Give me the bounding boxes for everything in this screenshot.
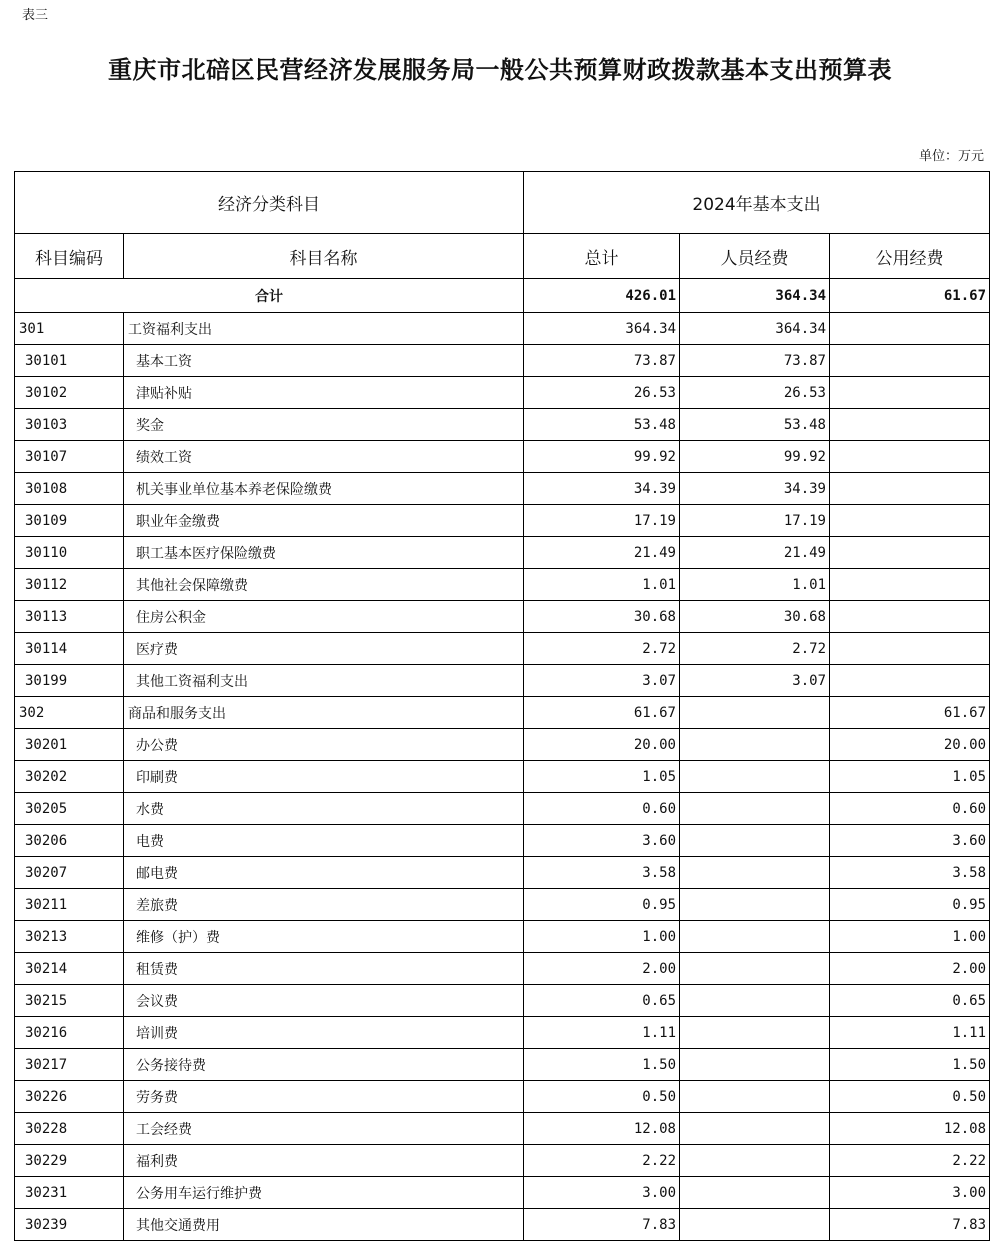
table-row <box>15 1049 990 1081</box>
header-personnel: 人员经费 <box>680 234 830 279</box>
row-public: 2.22 <box>830 1145 990 1177</box>
row-name: 培训费 <box>124 1017 524 1049</box>
row-name: 工会经费 <box>124 1113 524 1145</box>
row-total: 1.01 <box>524 569 680 601</box>
row-name: 邮电费 <box>124 857 524 889</box>
row-name: 职工基本医疗保险缴费 <box>124 537 524 569</box>
row-name: 职业年金缴费 <box>124 505 524 537</box>
row-personnel <box>680 793 830 825</box>
row-personnel <box>680 1145 830 1177</box>
row-code: 30214 <box>15 953 124 985</box>
row-code: 30239 <box>15 1209 124 1241</box>
row-total: 20.00 <box>524 729 680 761</box>
row-code: 30205 <box>15 793 124 825</box>
row-code: 30201 <box>15 729 124 761</box>
row-personnel <box>680 697 830 729</box>
row-public <box>830 569 990 601</box>
row-total: 53.48 <box>524 409 680 441</box>
row-public: 2.00 <box>830 953 990 985</box>
row-total: 3.60 <box>524 825 680 857</box>
table-row <box>15 505 990 537</box>
row-code: 30109 <box>15 505 124 537</box>
row-name: 福利费 <box>124 1145 524 1177</box>
row-code: 302 <box>15 697 124 729</box>
row-name: 住房公积金 <box>124 601 524 633</box>
row-code: 30215 <box>15 985 124 1017</box>
header-code: 科目编码 <box>15 234 124 279</box>
table-row <box>15 313 990 345</box>
row-personnel <box>680 729 830 761</box>
row-personnel <box>680 953 830 985</box>
row-name: 公务用车运行维护费 <box>124 1177 524 1209</box>
row-public <box>830 505 990 537</box>
row-code: 30107 <box>15 441 124 473</box>
header-total: 总计 <box>524 234 680 279</box>
row-personnel: 21.49 <box>680 537 830 569</box>
row-personnel <box>680 857 830 889</box>
row-total: 21.49 <box>524 537 680 569</box>
table-row <box>15 569 990 601</box>
row-total: 12.08 <box>524 1113 680 1145</box>
table-row <box>15 729 990 761</box>
table-row <box>15 889 990 921</box>
row-code: 30206 <box>15 825 124 857</box>
row-public <box>830 409 990 441</box>
row-code: 30103 <box>15 409 124 441</box>
row-total: 73.87 <box>524 345 680 377</box>
row-code: 30114 <box>15 633 124 665</box>
row-public: 3.60 <box>830 825 990 857</box>
row-personnel <box>680 825 830 857</box>
row-public: 1.00 <box>830 921 990 953</box>
row-personnel: 364.34 <box>680 313 830 345</box>
row-total: 34.39 <box>524 473 680 505</box>
row-name: 绩效工资 <box>124 441 524 473</box>
header-public: 公用经费 <box>830 234 990 279</box>
row-personnel <box>680 761 830 793</box>
table-number-label: 表三 <box>22 8 49 23</box>
total-personnel: 364.34 <box>680 279 830 313</box>
table-row <box>15 377 990 409</box>
row-total: 364.34 <box>524 313 680 345</box>
row-total: 0.60 <box>524 793 680 825</box>
row-total: 3.07 <box>524 665 680 697</box>
row-name: 医疗费 <box>124 633 524 665</box>
row-name: 电费 <box>124 825 524 857</box>
row-personnel: 1.01 <box>680 569 830 601</box>
row-total: 3.00 <box>524 1177 680 1209</box>
row-total: 0.95 <box>524 889 680 921</box>
row-code: 30207 <box>15 857 124 889</box>
row-public <box>830 537 990 569</box>
row-total: 1.11 <box>524 1017 680 1049</box>
table-row <box>15 633 990 665</box>
row-public: 0.60 <box>830 793 990 825</box>
row-name: 其他社会保障缴费 <box>124 569 524 601</box>
table-row <box>15 857 990 889</box>
row-name: 公务接待费 <box>124 1049 524 1081</box>
table-row <box>15 409 990 441</box>
row-name: 商品和服务支出 <box>124 697 524 729</box>
total-total: 426.01 <box>524 279 680 313</box>
row-name: 其他工资福利支出 <box>124 665 524 697</box>
row-name: 基本工资 <box>124 345 524 377</box>
table-row <box>15 825 990 857</box>
row-public: 12.08 <box>830 1113 990 1145</box>
row-code: 30211 <box>15 889 124 921</box>
row-name: 会议费 <box>124 985 524 1017</box>
table-row <box>15 1145 990 1177</box>
row-name: 机关事业单位基本养老保险缴费 <box>124 473 524 505</box>
header-name: 科目名称 <box>124 234 524 279</box>
row-public <box>830 473 990 505</box>
row-personnel: 73.87 <box>680 345 830 377</box>
row-public: 1.11 <box>830 1017 990 1049</box>
table-row <box>15 473 990 505</box>
row-total: 17.19 <box>524 505 680 537</box>
row-personnel: 99.92 <box>680 441 830 473</box>
table-row <box>15 1113 990 1145</box>
row-code: 30226 <box>15 1081 124 1113</box>
row-personnel <box>680 985 830 1017</box>
row-total: 26.53 <box>524 377 680 409</box>
table-row <box>15 665 990 697</box>
page-title: 重庆市北碚区民营经济发展服务局一般公共预算财政拨款基本支出预算表 <box>108 55 892 84</box>
row-code: 30113 <box>15 601 124 633</box>
row-name: 办公费 <box>124 729 524 761</box>
row-code: 301 <box>15 313 124 345</box>
table-row <box>15 537 990 569</box>
row-name: 奖金 <box>124 409 524 441</box>
table-row <box>15 601 990 633</box>
row-name: 差旅费 <box>124 889 524 921</box>
table-row <box>15 921 990 953</box>
row-total: 30.68 <box>524 601 680 633</box>
row-personnel <box>680 1209 830 1241</box>
row-total: 1.50 <box>524 1049 680 1081</box>
row-code: 30102 <box>15 377 124 409</box>
row-name: 劳务费 <box>124 1081 524 1113</box>
row-name: 水费 <box>124 793 524 825</box>
row-name: 租赁费 <box>124 953 524 985</box>
row-total: 1.05 <box>524 761 680 793</box>
row-code: 30228 <box>15 1113 124 1145</box>
row-personnel: 30.68 <box>680 601 830 633</box>
table-row <box>15 1209 990 1241</box>
table-row <box>15 761 990 793</box>
row-total: 2.22 <box>524 1145 680 1177</box>
row-personnel <box>680 1081 830 1113</box>
table-row <box>15 953 990 985</box>
row-code: 30112 <box>15 569 124 601</box>
row-personnel: 34.39 <box>680 473 830 505</box>
row-code: 30217 <box>15 1049 124 1081</box>
row-code: 30231 <box>15 1177 124 1209</box>
unit-label: 单位：万元 <box>918 149 984 164</box>
row-code: 30108 <box>15 473 124 505</box>
table-row <box>15 1017 990 1049</box>
total-public: 61.67 <box>830 279 990 313</box>
row-public <box>830 601 990 633</box>
row-code: 30213 <box>15 921 124 953</box>
row-code: 30199 <box>15 665 124 697</box>
row-personnel <box>680 1017 830 1049</box>
row-public <box>830 633 990 665</box>
total-row <box>15 279 990 313</box>
row-personnel <box>680 1049 830 1081</box>
row-public: 20.00 <box>830 729 990 761</box>
row-total: 99.92 <box>524 441 680 473</box>
row-personnel <box>680 921 830 953</box>
row-personnel: 53.48 <box>680 409 830 441</box>
row-total: 3.58 <box>524 857 680 889</box>
row-total: 61.67 <box>524 697 680 729</box>
table-row <box>15 345 990 377</box>
row-public: 1.50 <box>830 1049 990 1081</box>
row-personnel <box>680 1177 830 1209</box>
table-row <box>15 1177 990 1209</box>
row-code: 30101 <box>15 345 124 377</box>
row-personnel <box>680 1113 830 1145</box>
header-economic-category: 经济分类科目 <box>15 172 524 234</box>
table-row <box>15 441 990 473</box>
row-name: 维修（护）费 <box>124 921 524 953</box>
row-total: 1.00 <box>524 921 680 953</box>
row-code: 30216 <box>15 1017 124 1049</box>
row-total: 7.83 <box>524 1209 680 1241</box>
row-public <box>830 377 990 409</box>
row-public: 3.58 <box>830 857 990 889</box>
row-public: 1.05 <box>830 761 990 793</box>
total-label: 合计 <box>15 279 524 313</box>
row-public: 7.83 <box>830 1209 990 1241</box>
row-personnel: 26.53 <box>680 377 830 409</box>
table-row <box>15 697 990 729</box>
table-row <box>15 985 990 1017</box>
row-public: 0.95 <box>830 889 990 921</box>
row-public <box>830 665 990 697</box>
row-public: 3.00 <box>830 1177 990 1209</box>
row-personnel: 2.72 <box>680 633 830 665</box>
row-personnel: 3.07 <box>680 665 830 697</box>
row-public <box>830 313 990 345</box>
row-total: 0.65 <box>524 985 680 1017</box>
row-code: 30202 <box>15 761 124 793</box>
row-total: 0.50 <box>524 1081 680 1113</box>
row-code: 30110 <box>15 537 124 569</box>
row-personnel: 17.19 <box>680 505 830 537</box>
row-name: 印刷费 <box>124 761 524 793</box>
row-public <box>830 345 990 377</box>
row-public <box>830 441 990 473</box>
table-row <box>15 793 990 825</box>
row-code: 30229 <box>15 1145 124 1177</box>
row-public: 0.65 <box>830 985 990 1017</box>
row-name: 工资福利支出 <box>124 313 524 345</box>
row-name: 其他交通费用 <box>124 1209 524 1241</box>
row-public: 61.67 <box>830 697 990 729</box>
row-total: 2.00 <box>524 953 680 985</box>
header-year-basic-expenditure: 2024年基本支出 <box>524 172 990 234</box>
table-row <box>15 1081 990 1113</box>
row-public: 0.50 <box>830 1081 990 1113</box>
row-name: 津贴补贴 <box>124 377 524 409</box>
row-personnel <box>680 889 830 921</box>
row-total: 2.72 <box>524 633 680 665</box>
budget-table <box>14 171 990 1241</box>
